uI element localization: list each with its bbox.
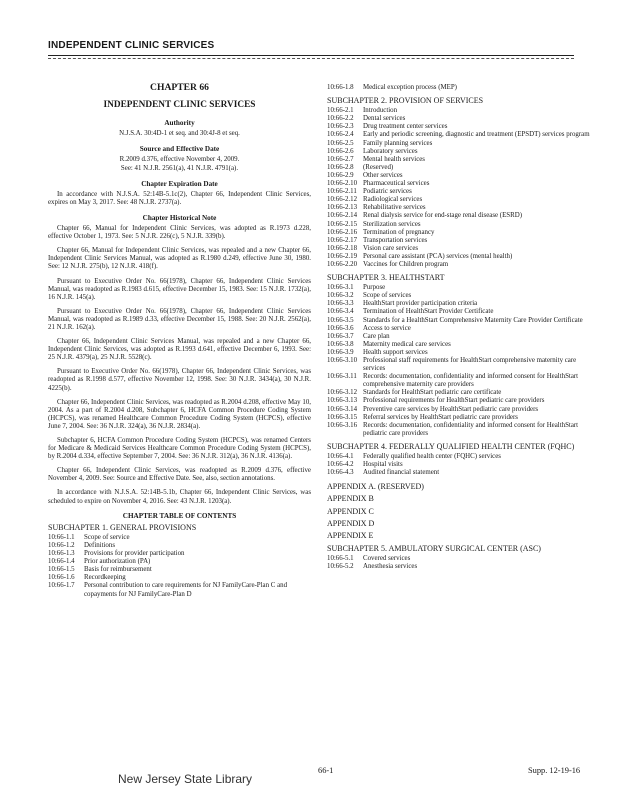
- section-title: Termination of pregnancy: [363, 228, 435, 236]
- section-number: 10:66-1.4: [48, 558, 75, 566]
- toc-entry: [327, 333, 590, 341]
- toc-entry: [48, 566, 311, 574]
- section-title: Care plan: [363, 332, 390, 340]
- section-title: Introduction: [363, 107, 398, 115]
- section-number: 10:66-3.8: [327, 340, 354, 348]
- section-title: Vision care services: [363, 244, 419, 252]
- section-title: Scope of service: [84, 533, 130, 541]
- section-title: Podiatric services: [363, 188, 412, 196]
- toc-entry: [48, 558, 311, 566]
- toc-entry: [327, 414, 590, 422]
- toc-entry: [327, 188, 590, 196]
- section-number: 10:66-2.3: [327, 123, 354, 131]
- section-title: Drug treatment center services: [363, 123, 448, 131]
- toc-entry: [327, 221, 590, 229]
- toc-entry: [327, 115, 590, 123]
- section-number: 10:66-4.1: [327, 453, 354, 461]
- section-title: Recordkeeping: [84, 574, 126, 582]
- section-number: 10:66-3.4: [327, 308, 354, 316]
- toc-entry: [48, 574, 311, 582]
- section-title: Professional requirements for HealthStart pediatric care providers: [363, 397, 545, 405]
- section-number: 10:66-2.14: [327, 212, 358, 220]
- section-title: Referral services by HealthStart pediatric care providers: [363, 413, 518, 421]
- toc-entry: [327, 300, 590, 308]
- appendix-b: APPENDIX B: [327, 494, 374, 504]
- toc-entry: [48, 534, 311, 542]
- toc-entry: [327, 164, 590, 172]
- toc-heading: CHAPTER TABLE OF CONTENTS: [122, 511, 237, 520]
- subchapter-4-title: SUBCHAPTER 4. FEDERALLY QUALIFIED HEALTH CENTER (FQHC): [327, 441, 575, 451]
- section-title: Other services: [363, 171, 403, 179]
- section-title: Records: documentation, confidentiality and informed consent for HealthStart comprehensive maternity care providers: [363, 373, 579, 389]
- section-title: Early and periodic screening, diagnostic and treatment (EPSDT) services program: [363, 131, 590, 139]
- section-number: 10:66-2.1: [327, 107, 354, 115]
- appendix-e: APPENDIX E: [327, 530, 374, 540]
- section-number: 10:66-1.5: [48, 566, 75, 574]
- section-title: Pharmaceutical services: [363, 180, 430, 188]
- toc-entry: [327, 292, 590, 300]
- section-number: 10:66-1.3: [48, 550, 75, 558]
- section-title: Radiological services: [363, 196, 423, 204]
- section-number: 10:66-2.11: [327, 188, 357, 196]
- section-title: Medical exception process (MEP): [363, 84, 457, 91]
- section-number: 10:66-3.16: [327, 421, 358, 429]
- subchapter-1-title: SUBCHAPTER 1. GENERAL PROVISIONS: [48, 522, 197, 532]
- section-title: Personal contribution to care requirements for NJ FamilyCare-Plan C and copayments for NJ FamilyCare-Plan D: [84, 582, 288, 598]
- toc-entry: [327, 229, 590, 237]
- section-title: Provisions for provider participation: [84, 550, 185, 558]
- toc-entry: [327, 555, 590, 563]
- section-number: 10:66-1.6: [48, 574, 75, 582]
- section-number: 10:66-2.16: [327, 228, 358, 236]
- subchapter-1-list: [48, 534, 311, 599]
- section-number: 10:66-3.11: [327, 373, 357, 381]
- history-paragraph: Subchapter 6, HCFA Common Procedure Coding System (HCPCS), was renamed Centers for Medicare & Medicaid Services Healthcare Common Procedure Coding System (HCPCS), by R.2004 d.334, effective September 7, 2004. See: 36 N.J.R. 312(a), 36 N.J.R. 4136(a).: [48, 437, 311, 461]
- history-paragraph: Chapter 66, Manual for Independent Clinic Services, was adopted as R.1973 d.228, effective October 1, 1973. See: 5 N.J.R. 226(c), 5 N.J.R. 339(b).: [48, 225, 311, 241]
- toc-entry: [48, 542, 311, 550]
- history-paragraph: Pursuant to Executive Order No. 66(1978), Chapter 66, Independent Clinic Services Manual, was readopted as R.1983 d.615, effective December 15, 1983. See: 15 N.J.R. 1732(a), 16 N.J.R. 145(a).: [48, 277, 311, 301]
- section-title: (Reserved): [363, 163, 394, 171]
- section-number: 10:66-4.3: [327, 469, 354, 477]
- toc-entry: [327, 123, 590, 131]
- appendix-a: APPENDIX A. (RESERVED): [327, 482, 424, 492]
- section-number: 10:66-2.9: [327, 171, 354, 179]
- toc-entry: [327, 237, 590, 245]
- chapter-title: INDEPENDENT CLINIC SERVICES: [103, 100, 256, 111]
- toc-entry: [327, 253, 590, 261]
- subchapter-5-title: SUBCHAPTER 5. AMBULATORY SURGICAL CENTER (ASC): [327, 543, 541, 553]
- history-paragraph: In accordance with N.J.S.A. 52:14B-5.1b, Chapter 66, Independent Clinic Services, was scheduled to expire on November 4, 2016. See: 43 N.J.R. 1203(a).: [48, 489, 311, 505]
- history-heading: Chapter Historical Note: [142, 213, 217, 222]
- toc-entry: [327, 349, 590, 357]
- toc-entry: [327, 180, 590, 188]
- history-paragraph: Chapter 66, Independent Clinic Services, was readopted as R.2004 d.208, effective May 10, 2004. As a part of R.2004 d.208, Subchapter 6, HCFA Common Procedure Coding System (HCPCS), was renamed Healthcare Common Procedure Coding System (HCPCS), effective June 7, 2004. See: 36 N.J.R. 324(a), 36 N.J.R. 2834(a).: [48, 398, 311, 430]
- expiration-text: In accordance with N.J.S.A. 52:14B-5.1c(2), Chapter 66, Independent Clinic Services, expires on May 3, 2017. See: 48 N.J.R. 2737(a).: [48, 190, 311, 206]
- toc-entry: [327, 148, 590, 156]
- section-number: 10:66-3.9: [327, 348, 354, 356]
- section-number: 10:66-4.2: [327, 461, 354, 469]
- history-paragraph: Pursuant to Executive Order No. 66(1978), Chapter 66, Independent Clinic Services Manual, was readopted as R.1989 d.33, effective December 15, 1988. See: 20 N.J.R. 2562(a), 21 N.J.R. 162(a).: [48, 307, 311, 331]
- toc-entry: [327, 172, 590, 180]
- subchapter-4-list: [327, 453, 590, 477]
- expiration-heading: Chapter Expiration Date: [141, 179, 218, 188]
- toc-entry: [327, 196, 590, 204]
- section-title: Mental health services: [363, 155, 425, 163]
- section-number: 10:66-3.15: [327, 413, 358, 421]
- history-paragraph: Chapter 66, Manual for Independent Clinic Services, was repealed and a new Chapter 66, Independent Clinic Services Manual, was adopted as R.1980 d.249, effective June 30, 1980. See: 12 N.J.R. 275(b), 12 N.J.R. 418(f).: [48, 247, 311, 271]
- section-title: Maternity medical care services: [363, 340, 451, 348]
- authority-text: N.J.S.A. 30:4D-1 et seq. and 30:4J-8 et seq.: [119, 130, 240, 138]
- section-number: 10:66-1.2: [48, 541, 75, 549]
- appendix-c: APPENDIX C: [327, 506, 374, 516]
- section-number: 10:66-3.6: [327, 324, 354, 332]
- chapter-number: CHAPTER 66: [150, 82, 209, 93]
- section-title: Transportation services: [363, 236, 428, 244]
- toc-entry: [327, 212, 590, 220]
- section-number: 10:66-2.15: [327, 220, 358, 228]
- section-title: Standards for a HealthStart Comprehensive Maternity Care Provider Certificate: [363, 316, 583, 324]
- header-rule-secondary: [48, 58, 574, 59]
- section-title: Scope of services: [363, 292, 412, 300]
- section-title: Vaccines for Children program: [363, 260, 449, 268]
- subchapter-3-list: [327, 284, 590, 438]
- section-number: 10:66-2.6: [327, 147, 354, 155]
- section-title: Federally qualified health center (FQHC) services: [363, 453, 501, 461]
- supplement-date: Supp. 12-19-16: [528, 766, 581, 775]
- section-title: Hospital visits: [363, 461, 403, 469]
- section-number: 10:66-2.8: [327, 163, 354, 171]
- section-number: 10:66-3.2: [327, 292, 354, 300]
- section-number: 10:66-2.2: [327, 115, 354, 123]
- subchapter-5-list: [327, 555, 590, 571]
- toc-entry: [327, 156, 590, 164]
- toc-entry: [327, 284, 590, 292]
- toc-entry: [327, 389, 590, 397]
- section-title: Definitions: [84, 541, 116, 549]
- history-paragraph: Pursuant to Executive Order No. 66(1978), Chapter 66, Independent Clinic Services, was readopted as R.1998 d.577, effective November 12, 1998. See: 30 N.J.R. 3434(a), 30 N.J.R. 4225(b).: [48, 368, 311, 392]
- toc-entry: [327, 308, 590, 316]
- section-number: 10:66-2.4: [327, 131, 354, 139]
- section-number: 10:66-2.10: [327, 180, 358, 188]
- toc-entry: [327, 422, 590, 438]
- section-title: Purpose: [363, 284, 386, 292]
- section-number: 10:66-3.13: [327, 397, 358, 405]
- section-number: 10:66-3.5: [327, 316, 354, 324]
- section-number: 10:66-3.10: [327, 357, 358, 364]
- toc-entry: [327, 341, 590, 349]
- section-number: 10:66-1.8: [327, 84, 354, 91]
- left-column: [48, 84, 311, 603]
- toc-entry: [327, 563, 590, 571]
- section-title: Health support services: [363, 348, 428, 356]
- section-title: Renal dialysis service for end-stage renal disease (ESRD): [363, 212, 523, 220]
- section-title: Access to service: [363, 324, 411, 332]
- section-number: 10:66-2.5: [327, 139, 354, 147]
- header-rule: [48, 55, 574, 56]
- section-title: Basis for reimbursement: [84, 566, 152, 574]
- section-number: 10:66-2.19: [327, 252, 358, 260]
- toc-entry: [48, 550, 311, 558]
- toc-entry: [327, 131, 590, 139]
- toc-entry: [327, 261, 590, 269]
- toc-entry: [327, 357, 590, 373]
- authority-heading: Authority: [164, 119, 195, 128]
- section-number: 10:66-2.20: [327, 260, 358, 268]
- section-number: 10:66-3.3: [327, 300, 354, 308]
- history-paragraph: Chapter 66, Independent Clinic Services, was readopted as R.2009 d.376, effective November 4, 2009. See: Source and Effective Date. See, also, section annotations.: [48, 467, 311, 483]
- section-title: Rehabilitative services: [363, 204, 426, 212]
- section-number: 10:66-3.12: [327, 389, 358, 397]
- running-header: INDEPENDENT CLINIC SERVICES: [48, 40, 215, 51]
- toc-entry: [327, 397, 590, 405]
- section-title: Audited financial statement: [363, 469, 440, 477]
- appendix-d: APPENDIX D: [327, 518, 375, 528]
- toc-entry: [327, 317, 590, 325]
- library-stamp: New Jersey State Library: [118, 772, 253, 786]
- source-heading: Source and Effective Date: [139, 145, 220, 154]
- toc-entry: [327, 204, 590, 212]
- toc-entry: [327, 245, 590, 253]
- section-title: Laboratory services: [363, 147, 418, 155]
- section-number: 10:66-2.18: [327, 244, 358, 252]
- section-number: 10:66-2.13: [327, 204, 358, 212]
- section-title: Sterilization services: [363, 220, 421, 228]
- toc-entry: [327, 469, 590, 477]
- subchapter-3-title: SUBCHAPTER 3. HEALTHSTART: [327, 273, 445, 283]
- toc-entry: [327, 453, 590, 461]
- section-title: Dental services: [363, 115, 406, 123]
- section-title: Personal care assistant (PCA) services (mental health): [363, 252, 513, 260]
- toc-entry: [48, 582, 311, 598]
- section-number: 10:66-3.1: [327, 284, 354, 292]
- toc-entry: [327, 461, 590, 469]
- page-number: 66-1: [318, 766, 334, 775]
- toc-entry: [327, 325, 590, 333]
- section-number: 10:66-3.7: [327, 332, 354, 340]
- subchapter-2-title: SUBCHAPTER 2. PROVISION OF SERVICES: [327, 96, 484, 106]
- section-title: Records: documentation, confidentiality and informed consent for HealthStart pediatric care providers: [363, 421, 579, 437]
- section-number: 10:66-2.17: [327, 236, 358, 244]
- toc-entry: [327, 406, 590, 414]
- section-title: Termination of HealthStart Provider Certificate: [363, 308, 494, 316]
- subchapter-2-list: [327, 107, 590, 269]
- history-paragraph: Chapter 66, Independent Clinic Services Manual, was repealed and a new Chapter 66, Independent Clinic Services, was adopted as R.1993 d.641, effective December 6, 1993. See: 25 N.J.R. 4379(a), 25 N.J.R. 5528(c).: [48, 338, 311, 362]
- section-number: 10:66-1.7: [48, 582, 75, 590]
- section-title: Covered services: [363, 554, 411, 562]
- right-column: [327, 84, 590, 575]
- section-title: Preventive care services by HealthStart pediatric care providers: [363, 405, 539, 413]
- section-title: Prior authorization (PA): [84, 558, 151, 566]
- section-number: 10:66-2.7: [327, 155, 354, 163]
- toc-entry: [327, 84, 590, 92]
- section-title: Anesthesia services: [363, 562, 418, 570]
- source-line-1: R.2009 d.376, effective November 4, 2009.: [119, 156, 240, 164]
- section-number: 10:66-5.1: [327, 554, 354, 562]
- section-number: 10:66-1.1: [48, 533, 75, 541]
- toc-entry: [327, 373, 590, 389]
- source-line-2: See: 41 N.J.R. 2561(a), 41 N.J.R. 4791(a).: [120, 164, 239, 172]
- section-title: Professional staff requirements for HealthStart comprehensive maternity care services: [363, 357, 577, 373]
- section-number: 10:66-2.12: [327, 196, 358, 204]
- section-title: Family planning services: [363, 139, 433, 147]
- toc-entry: [327, 107, 590, 115]
- section-title: HealthStart provider participation criteria: [363, 300, 478, 308]
- section-title: Standards for HealthStart pediatric care certificate: [363, 389, 502, 397]
- section-number: 10:66-5.2: [327, 562, 354, 570]
- toc-entry: [327, 140, 590, 148]
- section-number: 10:66-3.14: [327, 405, 358, 413]
